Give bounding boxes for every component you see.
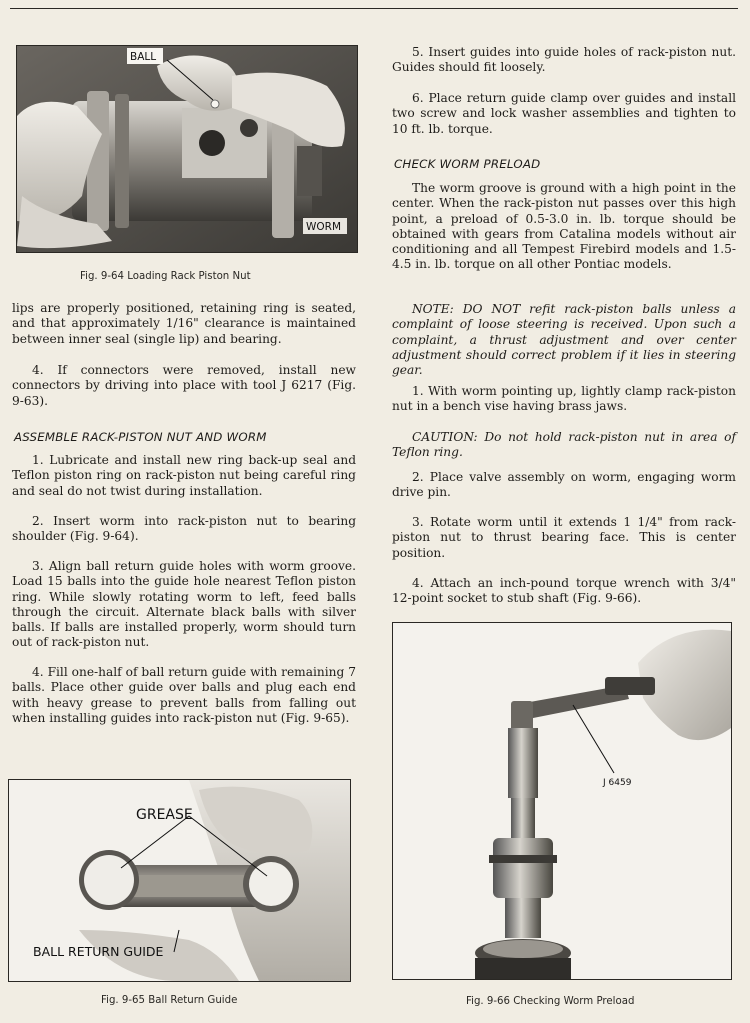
right-step-6-text: 6. Place return guide clamp over guides and install two screw and lock washer assemblies and tighten to 10 ft. lb. torque. (392, 91, 736, 136)
assemble-heading: ASSEMBLE RACK-PISTON NUT AND WORM (14, 430, 267, 444)
figure-9-64-photo (16, 45, 358, 253)
preload-step-2-text: 2. Place valve assembly on worm, engaging worm drive pin. (392, 470, 736, 500)
torque-wrench-illustration (393, 623, 731, 979)
preload-step-4 (392, 576, 736, 607)
tool-j6459-label: J 6459 (603, 778, 632, 788)
preload-intro (392, 181, 736, 273)
top-rule (10, 8, 738, 9)
assemble-step-3-text: 3. Align ball return guide holes with worm groove. Load 15 balls into the guide hole nearest Teflon piston ring. While slowly rotating worm to left, feed balls through the circuit. Alternate black balls with silver balls. If balls are installed properly, worm should turn out of rack-piston nut. (12, 559, 356, 650)
right-step-6 (392, 91, 736, 137)
assemble-step-4-text: 4. Fill one-half of ball return guide with remaining 7 balls. Place other guide over balls and plug each end with heavy grease to prevent balls from falling out when installing guides into rack-piston nut (Fig. 9-65). (12, 665, 356, 725)
figure-9-66-photo (392, 622, 732, 980)
preload-note (392, 302, 736, 378)
preload-step-2 (392, 470, 736, 501)
preload-step-3-text: 3. Rotate worm until it extends 1 1/4" from rack-piston nut to thrust bearing face. This is center position. (392, 515, 736, 560)
assemble-step-1-text: 1. Lubricate and install new ring back-up seal and Teflon piston ring on rack-piston nut being careful ring and seal do not twist during installation. (12, 453, 356, 498)
left-connectors-step (12, 363, 356, 409)
preload-intro-text: The worm groove is ground with a high point in the center. When the rack-piston nut passes over this high point, a preload of 0.5-3.0 in. lb. torque should be obtained with gears from Catalina models without air conditioning and all Tempest Firebird models and 1.5-4.5 in. lb. torque on all other Pontiac models. (392, 181, 736, 272)
preload-step-4-text: 4. Attach an inch-pound torque wrench with 3/4" 12-point socket to stub shaft (Fig. 9-66). (392, 576, 736, 606)
ball-label: BALL (130, 51, 157, 63)
preload-caution-text: CAUTION: Do not hold rack-piston nut in area of Teflon ring. (392, 430, 736, 460)
ball-return-guide-label: BALL RETURN GUIDE (33, 944, 164, 959)
continuation-text: lips are properly positioned, retaining ring is seated, and that approximately 1/16" clearance is maintained between inner seal (single lip) and bearing. (12, 301, 356, 346)
assemble-step-2-text: 2. Insert worm into rack-piston nut to bearing shoulder (Fig. 9-64). (12, 514, 356, 544)
figure-9-64-caption: Fig. 9-64 Loading Rack Piston Nut (80, 271, 251, 282)
preload-step-3 (392, 515, 736, 561)
assemble-step-1 (12, 453, 356, 499)
ball-return-guide-illustration (9, 780, 350, 981)
left-continuation (12, 301, 356, 347)
preload-step-1 (392, 384, 736, 415)
figure-9-65-caption: Fig. 9-65 Ball Return Guide (101, 995, 238, 1006)
right-step-5 (392, 45, 736, 76)
connectors-step-text: 4. If connectors were removed, install new connectors by driving into place with tool J 6217 (Fig. 9-63). (12, 363, 356, 408)
right-step-5-text: 5. Insert guides into guide holes of rack-piston nut. Guides should fit loosely. (392, 45, 736, 75)
grease-label: GREASE (136, 807, 193, 823)
figure-9-65-photo (8, 779, 351, 982)
preload-caution (392, 430, 736, 461)
preload-note-text: NOTE: DO NOT refit rack-piston balls unless a complaint of loose steering is received. Upon such a complaint, a thrust adjustment and over center adjustment should correct problem if it lies in steering gear. (392, 302, 736, 378)
check-worm-preload-heading: CHECK WORM PRELOAD (394, 157, 541, 171)
assemble-step-4 (12, 665, 356, 726)
figure-9-66-caption: Fig. 9-66 Checking Worm Preload (466, 996, 635, 1007)
assemble-step-3 (12, 559, 356, 651)
rack-piston-nut-illustration (17, 46, 357, 252)
preload-step-1-text: 1. With worm pointing up, lightly clamp rack-piston nut in a bench vise having brass jaws. (392, 384, 736, 414)
worm-label: WORM (306, 221, 342, 233)
assemble-step-2 (12, 514, 356, 545)
